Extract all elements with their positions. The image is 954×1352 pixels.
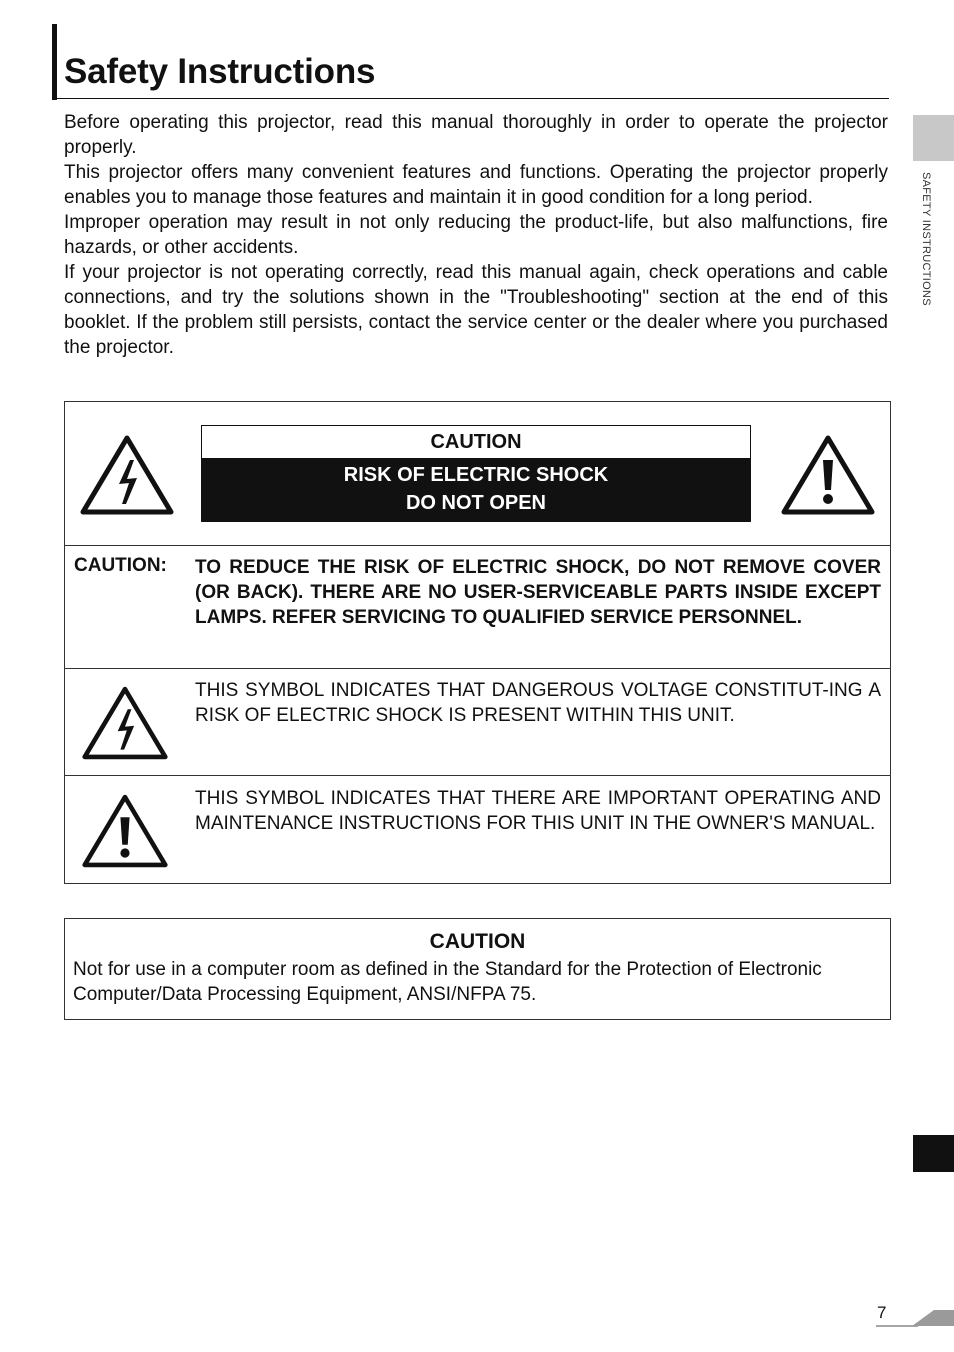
lightning-warning-icon [81,684,169,762]
intro-paragraph: This projector offers many convenient features and functions. Operating the projector properly enables you to manage those features and maintain it in good condition for a long period. [64,162,888,208]
row-divider [65,668,890,669]
page-title: Safety Instructions [64,52,376,91]
caution-label [201,425,751,522]
page-corner-decoration [876,1309,954,1327]
intro-text [64,110,888,360]
caution-label-header: CAUTION [430,431,522,453]
lightning-warning-icon [79,434,175,516]
intro-paragraph: If your projector is not operating correctly, read this manual again, check operations and cable connections, and try the solutions shown in the "Troubleshooting" section at the end of this booklet. If the problem still persists, contact the service center or the dealer where you purchased the projector. [64,262,888,358]
intro-paragraph: Before operating this projector, read this manual thoroughly in order to operate the projector properly. [64,112,888,158]
caution-label-body [202,458,750,521]
caution-label-line: RISK OF ELECTRIC SHOCK [343,464,609,486]
title-underline [57,98,889,99]
section-side-label: SAFETY INSTRUCTIONS [920,172,932,306]
exclamation-symbol-description: THIS SYMBOL INDICATES THAT THERE ARE IMPORTANT OPERATING AND MAINTENANCE INSTRUCTIONS FOR THIS UNIT IN THE OWNER'S MANUAL. [195,788,881,834]
electric-shock-warning-panel [64,401,891,884]
section-marker-block [913,1135,954,1172]
row-divider [65,775,890,776]
row-divider [65,545,890,546]
computer-room-caution-text: Not for use in a computer room as defined in the Standard for the Protection of Electronic Computer/Data Processing Equipment, ANSI/NFPA 75. [73,959,822,1005]
section-thumb-tab [913,115,954,161]
title-accent-bar [52,24,57,100]
computer-room-caution-box [64,918,891,1020]
exclamation-warning-icon [780,434,876,516]
page-number: 7 [877,1303,887,1322]
exclamation-warning-icon [81,792,169,870]
caution-prefix: CAUTION: [74,555,167,576]
caution-statement: TO REDUCE THE RISK OF ELECTRIC SHOCK, DO NOT REMOVE COVER (OR BACK). THERE ARE NO USER-SERVICEABLE PARTS INSIDE EXCEPT LAMPS. REFER SERVICING TO QUALIFIED SERVICE PERSONNEL. [195,557,881,628]
lightning-symbol-description: THIS SYMBOL INDICATES THAT DANGEROUS VOLTAGE CONSTITUT-ING A RISK OF ELECTRIC SHOCK IS PRESENT WITHIN THIS UNIT. [195,680,881,726]
intro-paragraph: Improper operation may result in not only reducing the product-life, but also malfunctions, fire hazards, or other accidents. [64,212,888,258]
computer-room-caution-title: CAUTION [429,930,526,953]
caution-label-line: DO NOT OPEN [405,492,546,514]
